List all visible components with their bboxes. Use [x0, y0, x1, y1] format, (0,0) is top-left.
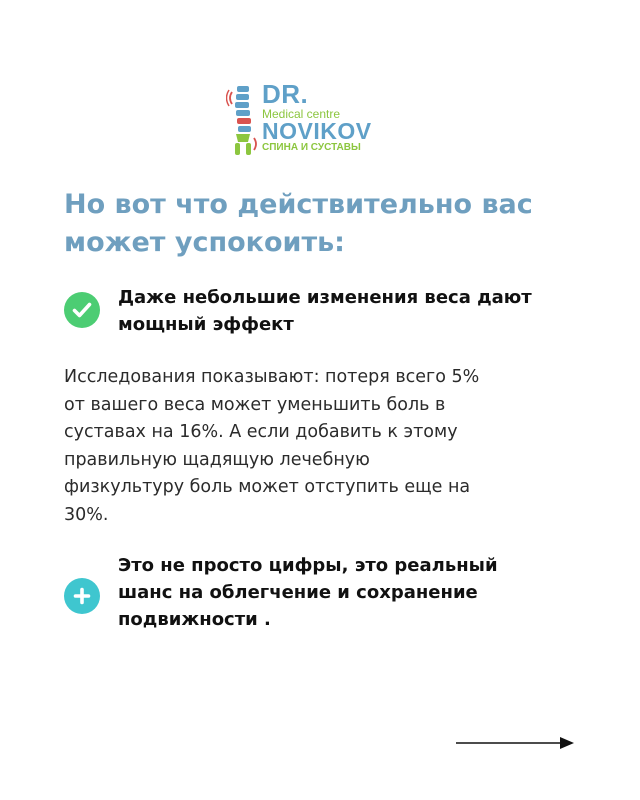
body-text: Исследования показывают: потеря всего 5% от вашего веса может уменьшить боль в суставах на 16%. А если добавить к этому правильную щадящую лечебную физкультуру боль может отступить еще на 30%.: [64, 367, 480, 525]
arrow-right-icon[interactable]: [456, 735, 576, 751]
logo-tagline: СПИНА И СУСТАВЫ: [262, 142, 361, 153]
spine-icon: [226, 84, 260, 156]
point-text: Это не просто цифры, это реальный шанс на облегчение и сохранение подвижности .: [118, 555, 498, 630]
check-circle-icon: [64, 292, 100, 328]
logo-name: NOVIKOV: [262, 118, 372, 144]
logo-dr: DR.: [262, 79, 309, 109]
plus-circle-icon: [64, 578, 100, 614]
headline: Но вот что действительно вас может успокоить:: [64, 189, 533, 258]
logo: [226, 79, 376, 158]
logo-subtitle: Medical centre: [262, 107, 341, 121]
point-text: Даже небольшие изменения веса дают мощный эффект: [118, 287, 532, 335]
